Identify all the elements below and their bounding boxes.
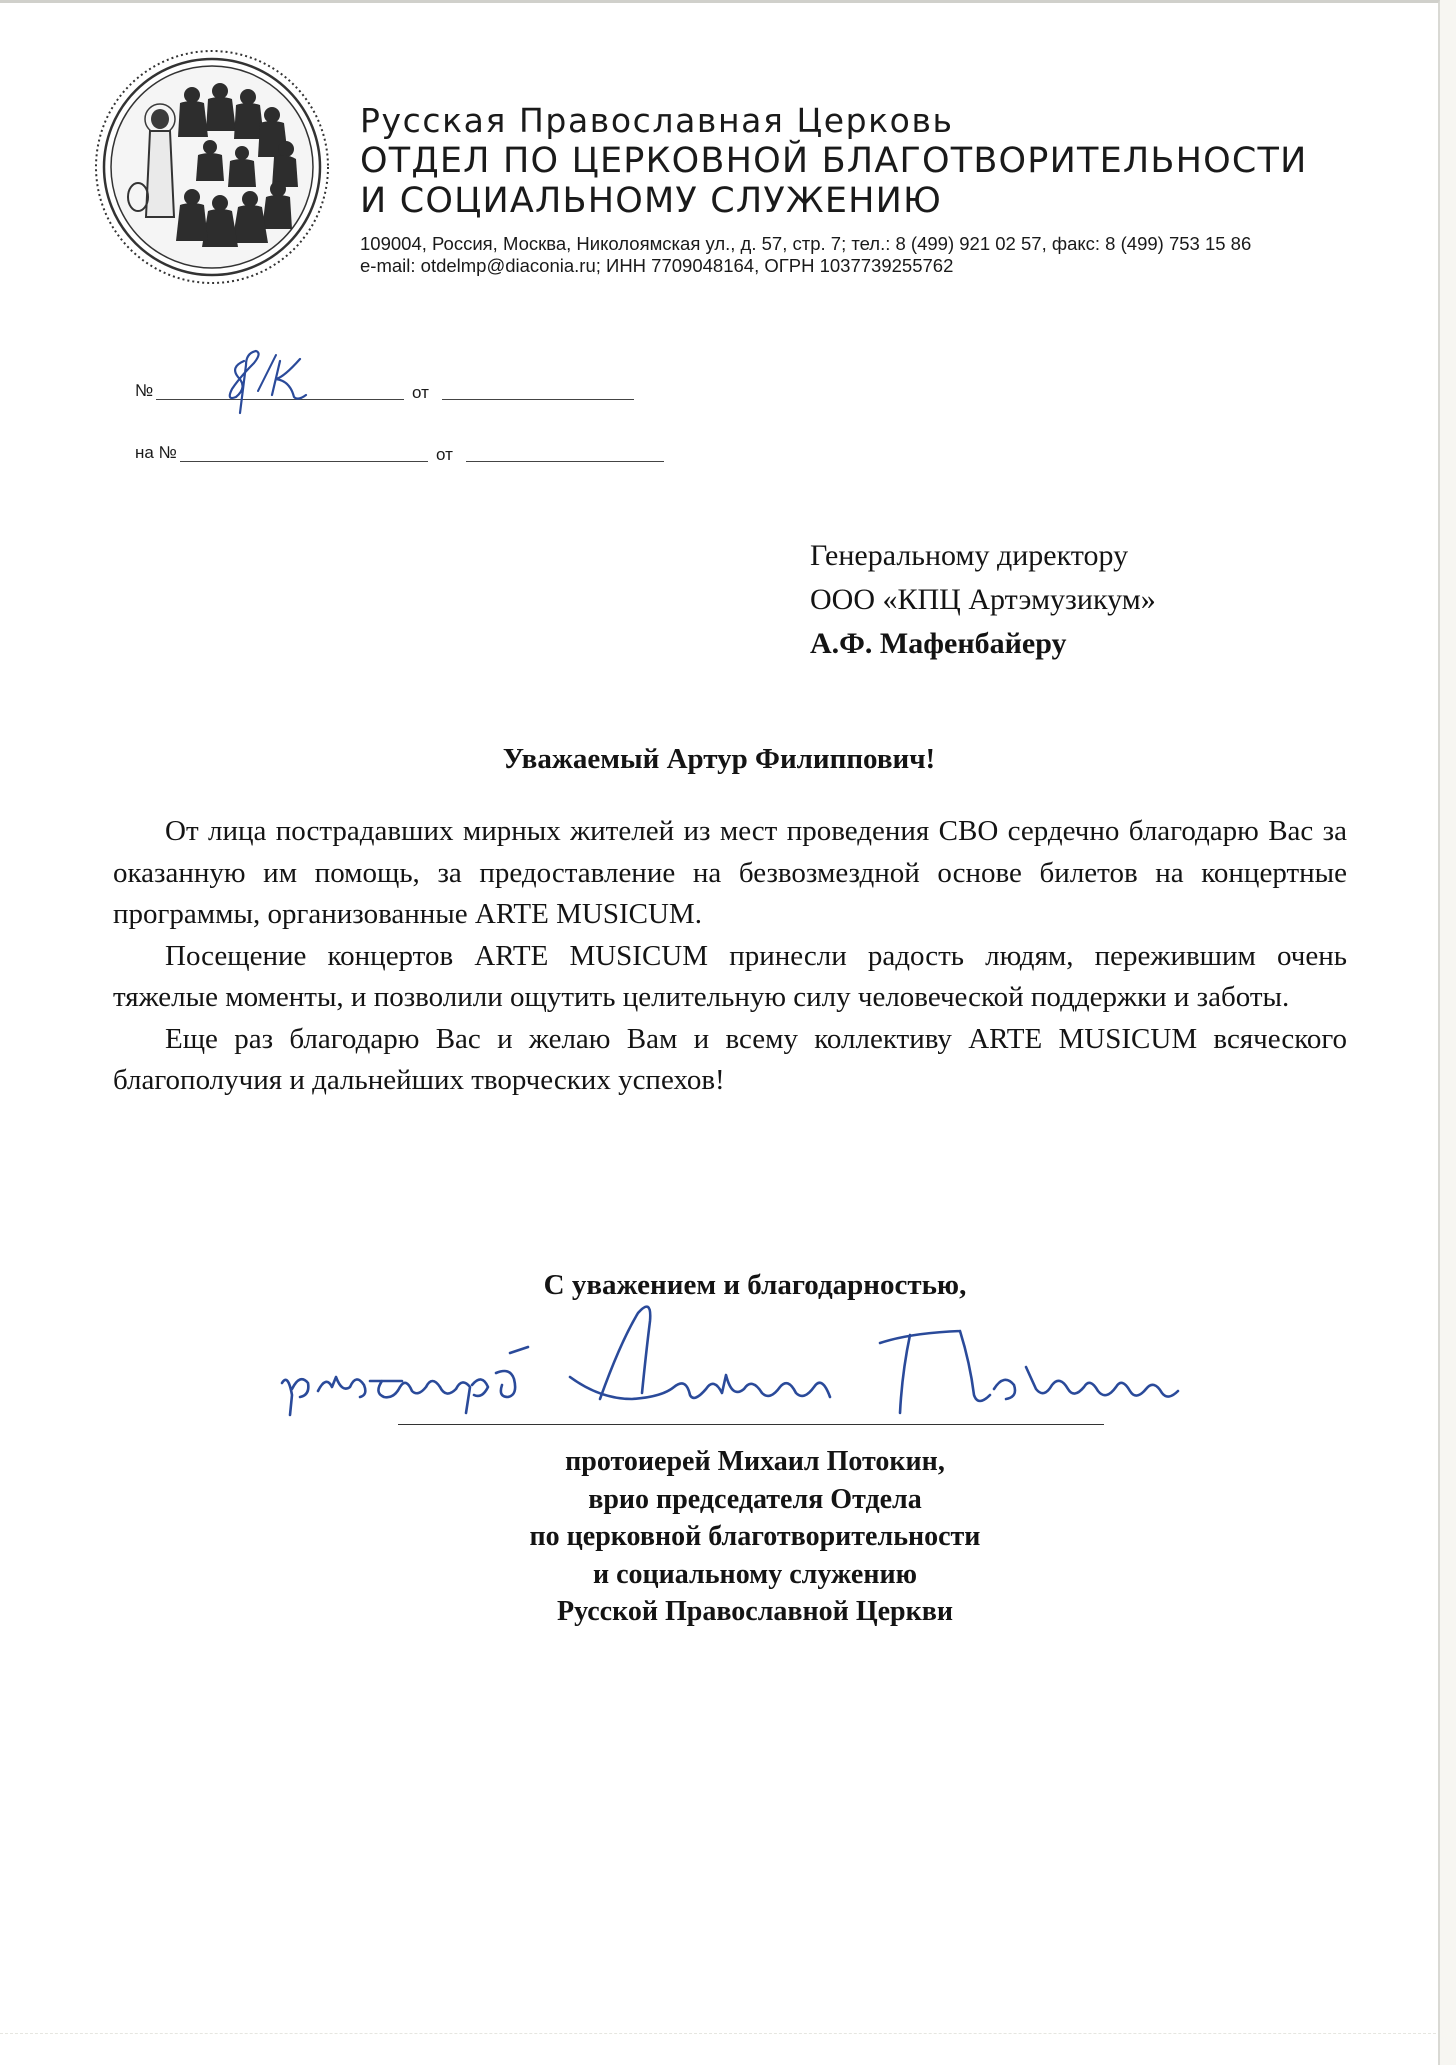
body-paragraph: Еще раз благодарю Вас и желаю Вам и всему коллективу ARTE MUSICUM всяческого благополучия и дальнейших творческих успехов! — [113, 1022, 1347, 1096]
addressee-company: ООО «КПЦ Артэмузикум» — [810, 583, 1156, 616]
signature-line — [398, 1424, 1104, 1425]
closing: С уважением и благодарностью, — [543, 1269, 967, 1301]
page-edge — [0, 2033, 1436, 2034]
handwritten-signature — [270, 1303, 1200, 1433]
body-paragraph: Посещение концертов ARTE MUSICUM принесли радость людям, пережившим очень тяжелые моменты, и позволили ощутить целительную силу человеческой поддержки и заботы. — [113, 939, 1347, 1013]
ref-number-label: № — [135, 381, 154, 400]
signer-name: протоиерей Михаил Потокин, — [565, 1446, 945, 1477]
reply-number-label: на № — [135, 443, 177, 462]
signer-title: врио председателя Отдела — [588, 1483, 922, 1515]
ref-date-line — [442, 399, 634, 400]
body-paragraph: От лица пострадавших мирных жителей из мест проведения СВО сердечно благодарю Вас за оказанную им помощь, за предоставление на безвозмездной основе билетов на концертные программы, организованные ARTE MUSICUM. — [113, 815, 1347, 930]
letterhead-department-line1: ОТДЕЛ ПО ЦЕРКОВНОЙ БЛАГОТВОРИТЕЛЬНОСТИ — [360, 141, 1308, 181]
signer-block — [0, 1443, 1456, 1631]
letterhead-department-line2: И СОЦИАЛЬНОМУ СЛУЖЕНИЮ — [360, 181, 943, 221]
reply-date-label: от — [436, 445, 453, 464]
letter-body — [113, 811, 1347, 1102]
reply-date-line — [466, 461, 664, 462]
signer-department-cont: и социальному служению — [592, 1558, 918, 1590]
letterhead-address: 109004, Россия, Москва, Николоямская ул., д. 57, стр. 7; тел.: 8 (499) 921 02 57, факс: 8 (499) 753 15 86 — [360, 233, 1252, 254]
salutation: Уважаемый Артур Филиппович! — [502, 743, 936, 775]
ref-date-label: от — [412, 383, 429, 402]
reply-number-line — [180, 461, 428, 462]
letterhead-church-name: Русская Православная Церковь — [360, 101, 954, 140]
department-emblem-icon — [92, 47, 332, 287]
addressee-name: А.Ф. Мафенбайеру — [810, 627, 1067, 660]
signer-organization: Русской Православной Церкви — [557, 1596, 953, 1627]
handwritten-number — [210, 341, 320, 421]
letterhead-contacts: e-mail: otdelmp@diaconia.ru; ИНН 7709048164, ОГРН 1037739255762 — [360, 255, 954, 276]
signer-department: по церковной благотворительности — [529, 1521, 981, 1552]
addressee-position: Генеральному директору — [810, 539, 1129, 572]
